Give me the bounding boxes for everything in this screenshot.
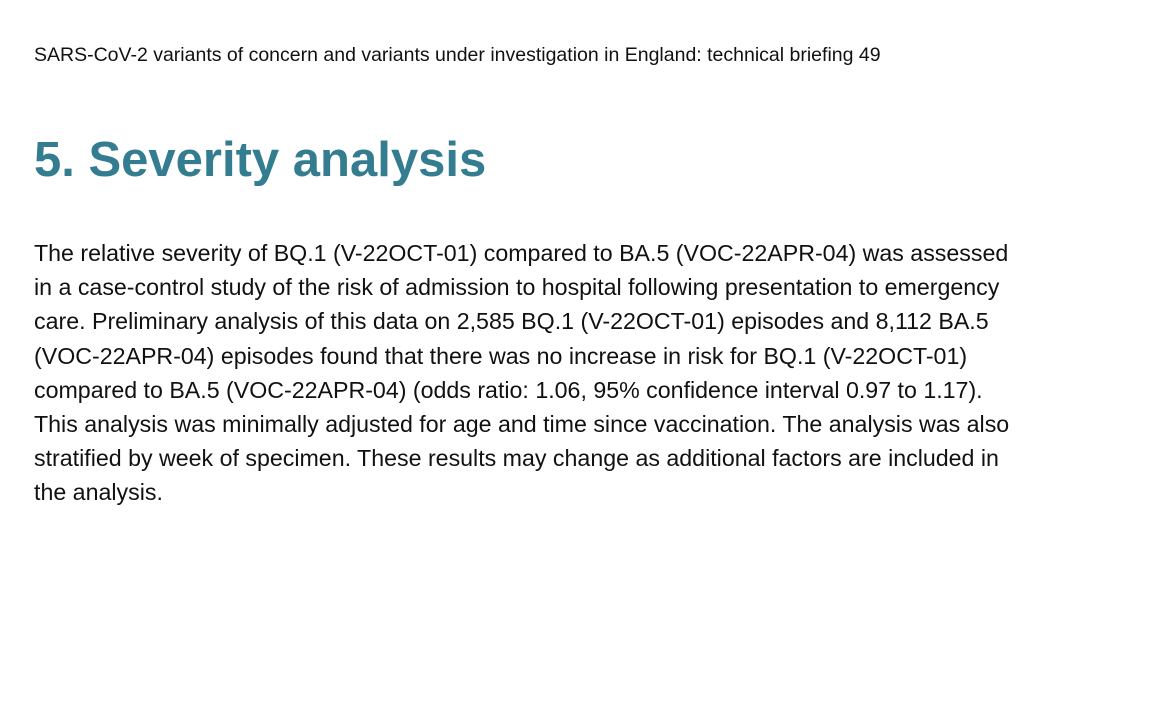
paragraph-line: care. Preliminary analysis of this data on 2,585 BQ.1 (V-22OCT-01) episodes and 8,112 BA.5 (34, 308, 989, 335)
body-paragraph (34, 236, 1144, 510)
running-header: SARS-CoV-2 variants of concern and variants under investigation in England: technical briefing 49 (34, 44, 881, 66)
paragraph-line: compared to BA.5 (VOC-22APR-04) (odds ratio: 1.06, 95% confidence interval 0.97 to 1.17). (34, 376, 983, 403)
paragraph-line: the analysis. (34, 479, 163, 506)
paragraph-line: (VOC-22APR-04) episodes found that there was no increase in risk for BQ.1 (V-22OCT-01) (34, 342, 968, 369)
section-heading: 5. Severity analysis (34, 133, 487, 187)
paragraph-line: The relative severity of BQ.1 (V-22OCT-01) compared to BA.5 (VOC-22APR-04) was assessed (34, 240, 1009, 266)
paragraph-line: in a case-control study of the risk of admission to hospital following presentation to emergency (34, 274, 1000, 301)
paragraph-line: stratified by week of specimen. These results may change as additional factors are included in (34, 445, 999, 472)
paragraph-line: This analysis was minimally adjusted for age and time since vaccination. The analysis was also (34, 411, 1010, 438)
